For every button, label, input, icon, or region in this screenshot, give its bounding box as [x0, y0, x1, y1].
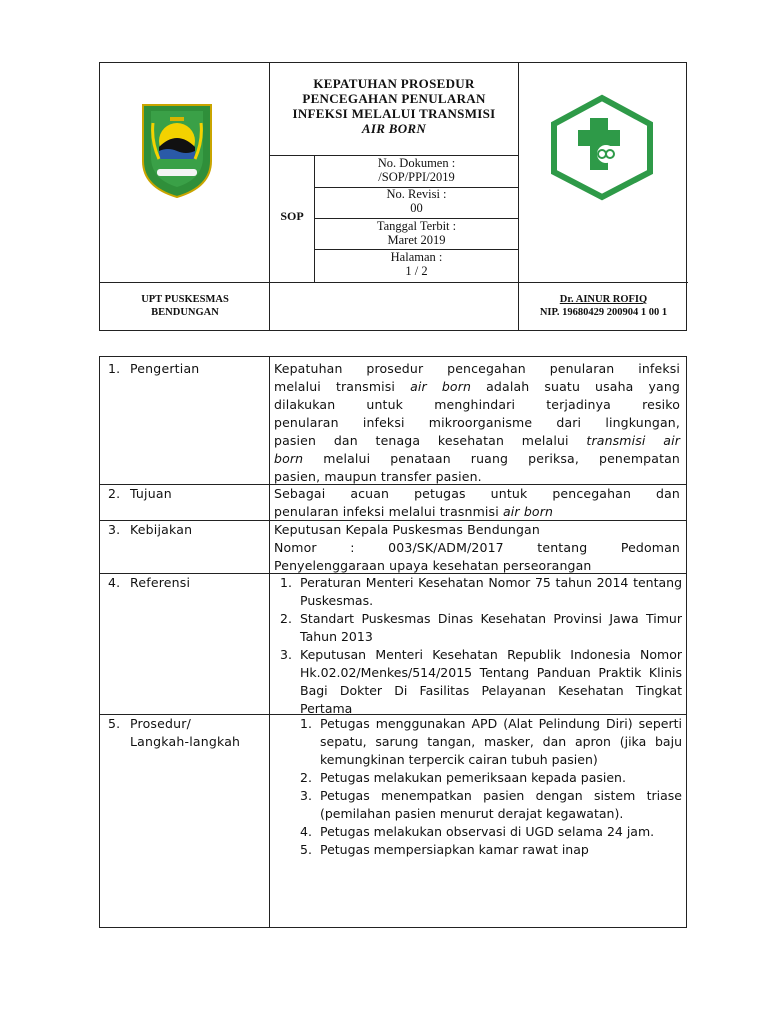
- section-label-referensi: [108, 574, 190, 592]
- sop-content-table: [99, 356, 687, 928]
- text-line: penularan infeksi mikroorganisme dari lingkungan,: [274, 415, 680, 430]
- revision-label: No. Revisi :: [386, 187, 447, 201]
- text-line: dilakukan untuk menghindari terjadinya resiko: [274, 397, 680, 412]
- section-label-kebijakan: [108, 521, 192, 539]
- title-line: KEPATUHAN PROSEDUR: [313, 76, 475, 91]
- section-title: Referensi: [130, 575, 191, 590]
- prosedur-list: [296, 715, 682, 859]
- section-number: 3.: [108, 522, 121, 537]
- document-title: [270, 76, 518, 136]
- kebijakan-text: [274, 521, 680, 575]
- section-label-prosedur: [108, 715, 240, 751]
- list-item: [296, 715, 682, 769]
- unit-line: BENDUNGAN: [151, 307, 219, 318]
- doc-number-label: No. Dokumen :: [377, 156, 456, 170]
- text-line: [274, 503, 680, 521]
- doc-number-cell: [315, 156, 518, 184]
- item-text: Peraturan Menteri Kesehatan Nomor 75 tahun 2014 tentang Puskesmas.: [300, 575, 682, 608]
- text-italic: air born: [410, 379, 472, 394]
- list-item: [296, 769, 682, 787]
- section-number: 4.: [108, 575, 121, 590]
- text-line: Keputusan Kepala Puskesmas Bendungan: [274, 522, 540, 537]
- text-line: [274, 432, 680, 450]
- item-text: Petugas melakukan pemeriksaan kepada pasien.: [320, 770, 626, 785]
- header-divider: [518, 63, 519, 331]
- text-italic: born: [274, 451, 304, 466]
- text-segment: adalah suatu usaha yang: [486, 379, 681, 394]
- page-value: 1 / 2: [405, 264, 428, 278]
- list-item: [296, 823, 682, 841]
- item-number: 5.: [300, 842, 312, 857]
- tujuan-text: [274, 485, 680, 521]
- item-text: Petugas mempersiapkan kamar rawat inap: [320, 842, 589, 857]
- issue-date-value: Maret 2019: [387, 233, 446, 247]
- section-label-pengertian: [108, 360, 199, 378]
- item-number: 2.: [280, 611, 292, 626]
- doc-number-value: /SOP/PPI/2019: [378, 170, 455, 184]
- issue-date-label: Tanggal Terbit :: [376, 219, 457, 233]
- text-line: Kepatuhan prosedur pencegahan penularan infeksi: [274, 361, 680, 376]
- puskesmas-logo-icon: [546, 94, 658, 201]
- list-item: [276, 610, 682, 646]
- item-number: 3.: [280, 647, 292, 662]
- item-text: Petugas menggunakan APD (Alat Pelindung Diri) seperti sepatu, sarung tangan, masker, dan apron (jika baju kemungkinan terpercik cairan tubuh pasien): [320, 716, 682, 767]
- regency-emblem-icon: [137, 101, 217, 199]
- text-line: [274, 378, 680, 396]
- page-label: Halaman :: [390, 250, 443, 264]
- unit-name: [100, 293, 270, 319]
- referensi-list: [276, 574, 682, 718]
- text-line: Sebagai acuan petugas untuk pencegahan dan: [274, 486, 680, 501]
- title-line: INFEKSI MELALUI TRANSMISI: [292, 106, 496, 121]
- item-text: Standart Puskesmas Dinas Kesehatan Provinsi Jawa Timur Tahun 2013: [300, 611, 682, 644]
- title-line: PENCEGAHAN PENULARAN: [302, 91, 486, 106]
- section-number: 1.: [108, 361, 121, 376]
- page-cell: [315, 250, 518, 278]
- text-line: Nomor : 003/SK/ADM/2017 tentang Pedoman: [274, 540, 680, 555]
- section-title: Pengertian: [130, 361, 200, 376]
- section-number: 5.: [108, 716, 121, 731]
- head-name: Dr. AINUR ROFIQ: [559, 294, 648, 305]
- section-subtitle: Langkah-langkah: [130, 734, 241, 749]
- revision-value: 00: [410, 201, 423, 215]
- list-item: [276, 574, 682, 610]
- item-number: 4.: [300, 824, 312, 839]
- text-italic: transmisi air: [586, 433, 680, 448]
- text-segment: penularan infeksi melalui trasnmisi: [274, 504, 499, 519]
- section-title: Tujuan: [130, 486, 172, 501]
- item-number: 1.: [280, 575, 292, 590]
- item-number: 1.: [300, 716, 312, 731]
- text-segment: melalui penataan ruang periksa, penempatan: [323, 451, 680, 466]
- issue-date-cell: [315, 219, 518, 247]
- sop-label: SOP: [280, 209, 304, 223]
- list-item: [276, 646, 682, 718]
- section-title: Kebijakan: [130, 522, 193, 537]
- list-item: [296, 787, 682, 823]
- item-text: Keputusan Menteri Kesehatan Republik Indonesia Nomor Hk.02.02/Menkes/514/2015 Tentang Panduan Praktik Klinis Bagi Dokter Di Fasilitas Pelayanan Kesehatan Tingkat Pertama: [300, 647, 682, 716]
- item-number: 3.: [300, 788, 312, 803]
- pengertian-text: [274, 360, 680, 486]
- signatory: [519, 293, 688, 319]
- item-number: 2.: [300, 770, 312, 785]
- text-segment: melalui transmisi: [274, 379, 396, 394]
- list-item: [296, 841, 682, 859]
- section-title: Prosedur/: [130, 716, 192, 731]
- text-line: [274, 450, 680, 468]
- revision-cell: [315, 187, 518, 215]
- title-line-italic: AIR BORN: [361, 121, 427, 136]
- head-nip: NIP. 19680429 200904 1 00 1: [539, 307, 668, 318]
- text-line: Penyelenggaraan upaya kesehatan perseorangan: [274, 558, 592, 573]
- section-label-tujuan: [108, 485, 172, 503]
- section-number: 2.: [108, 486, 121, 501]
- sop-header: [99, 62, 687, 331]
- unit-line: UPT PUSKESMAS: [141, 294, 229, 305]
- item-text: Petugas menempatkan pasien dengan sistem triase (pemilahan pasien menurut derajat kegawatan).: [320, 788, 682, 821]
- text-italic: air born: [502, 504, 554, 519]
- text-segment: pasien dan tenaga kesehatan melalui: [274, 433, 569, 448]
- item-text: Petugas melakukan observasi di UGD selama 24 jam.: [320, 824, 655, 839]
- header-divider: [100, 282, 688, 283]
- text-line: pasien, maupun transfer pasien.: [274, 469, 482, 484]
- column-divider: [269, 357, 270, 927]
